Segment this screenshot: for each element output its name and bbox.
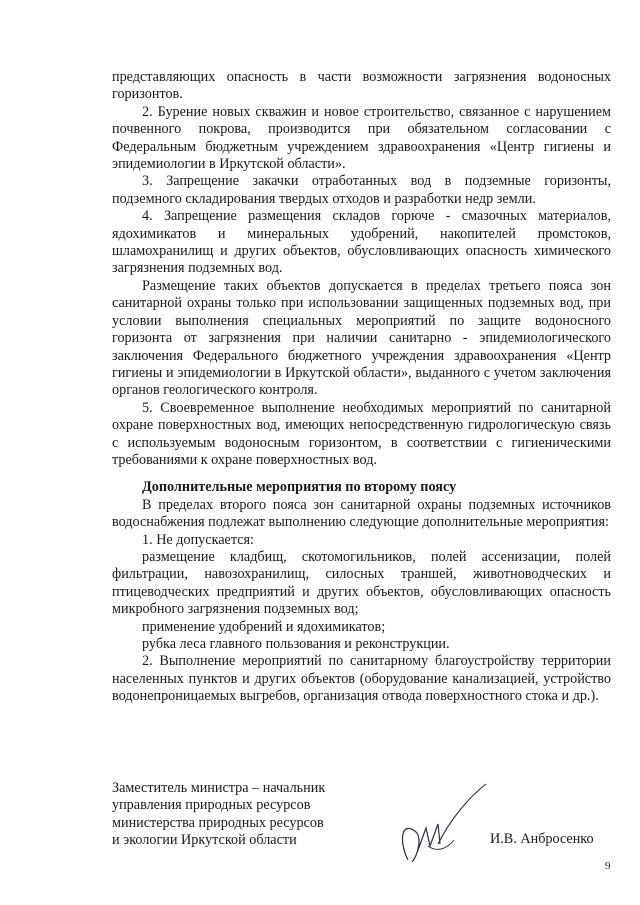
body-text	[112, 69, 611, 706]
handwritten-signature	[388, 780, 493, 870]
signatory-title-line: управления природных ресурсов	[112, 797, 311, 814]
paragraph: 1. Не допускается:	[142, 531, 254, 548]
paragraph: 4. Запрещение размещения складов горюче - смазочных материалов, ядохимикатов и минеральных удобрений, накопителей промстоков, шламохранилищ и других объектов, обусловливающих опасность химического загрязнения подземных вод.	[112, 208, 611, 277]
paragraph: применение удобрений и ядохимикатов;	[142, 618, 386, 635]
page-number: 9	[605, 860, 611, 872]
paragraph: представляющих опасность в части возможности загрязнения водоносных горизонтов.	[112, 69, 611, 103]
paragraph: Размещение таких объектов допускается в пределах третьего пояса зон санитарной охраны только при использовании защищенных подземных вод, при условии выполнения специальных мероприятий по защите водоносного горизонта от загрязнения при наличии санитарно - эпидемиологического заключения Федерального бюджетного учреждения здравоохранения «Центр гигиены и эпидемиологии в Иркутской области», выданного с учетом заключения органов геологического контроля.	[112, 277, 611, 399]
paragraph: 5. Своевременное выполнение необходимых мероприятий по санитарной охране поверхностных вод, имеющих непосредственную гидрологическую связь с используемым водоносным горизонтом, в соответствии с гигиеническими требованиями к охране поверхностных вод.	[112, 399, 611, 468]
signatory-title	[112, 780, 352, 850]
signatory-name: И.В. Анбросенко	[490, 831, 594, 847]
signatory-title-line: и экологии Иркутской области	[112, 832, 297, 849]
paragraph: рубка леса главного пользования и реконструкции.	[142, 636, 450, 652]
paragraph: В пределах второго пояса зон санитарной охраны подземных источников водоснабжения подлежат выполнению следующие дополнительные мероприятия:	[112, 496, 611, 531]
paragraph: размещение кладбищ, скотомогильников, полей ассенизации, полей фильтрации, навозохранилищ, силосных траншей, животноводческих и птицеводческих предприятий и других объектов, обусловливающих опасность микробного загрязнения подземных вод;	[112, 548, 611, 618]
signatory-title-line: Заместитель министра – начальник	[112, 780, 326, 796]
spacer	[112, 469, 611, 479]
paragraph: 2. Выполнение мероприятий по санитарному благоустройству территории населенных пунктов и других объектов (оборудование канализацией, устройство водонепроницаемых выгребов, организация отвода поверхностного стока и др.).	[112, 653, 611, 705]
signatory-title-line: министерства природных ресурсов	[112, 814, 324, 831]
paragraph: 2. Бурение новых скважин и новое строительство, связанное с нарушением почвенного покрова, производится при обязательном согласовании с Федеральным бюджетным учреждением здравоохранения «Центр гигиены и эпидемиологии в Иркутской области».	[112, 103, 611, 173]
paragraph: 3. Запрещение закачки отработанных вод в подземные горизонты, подземного складирования твердых отходов и разработки недр земли.	[112, 173, 611, 207]
section-heading: Дополнительные мероприятия по второму поясу	[142, 479, 457, 496]
